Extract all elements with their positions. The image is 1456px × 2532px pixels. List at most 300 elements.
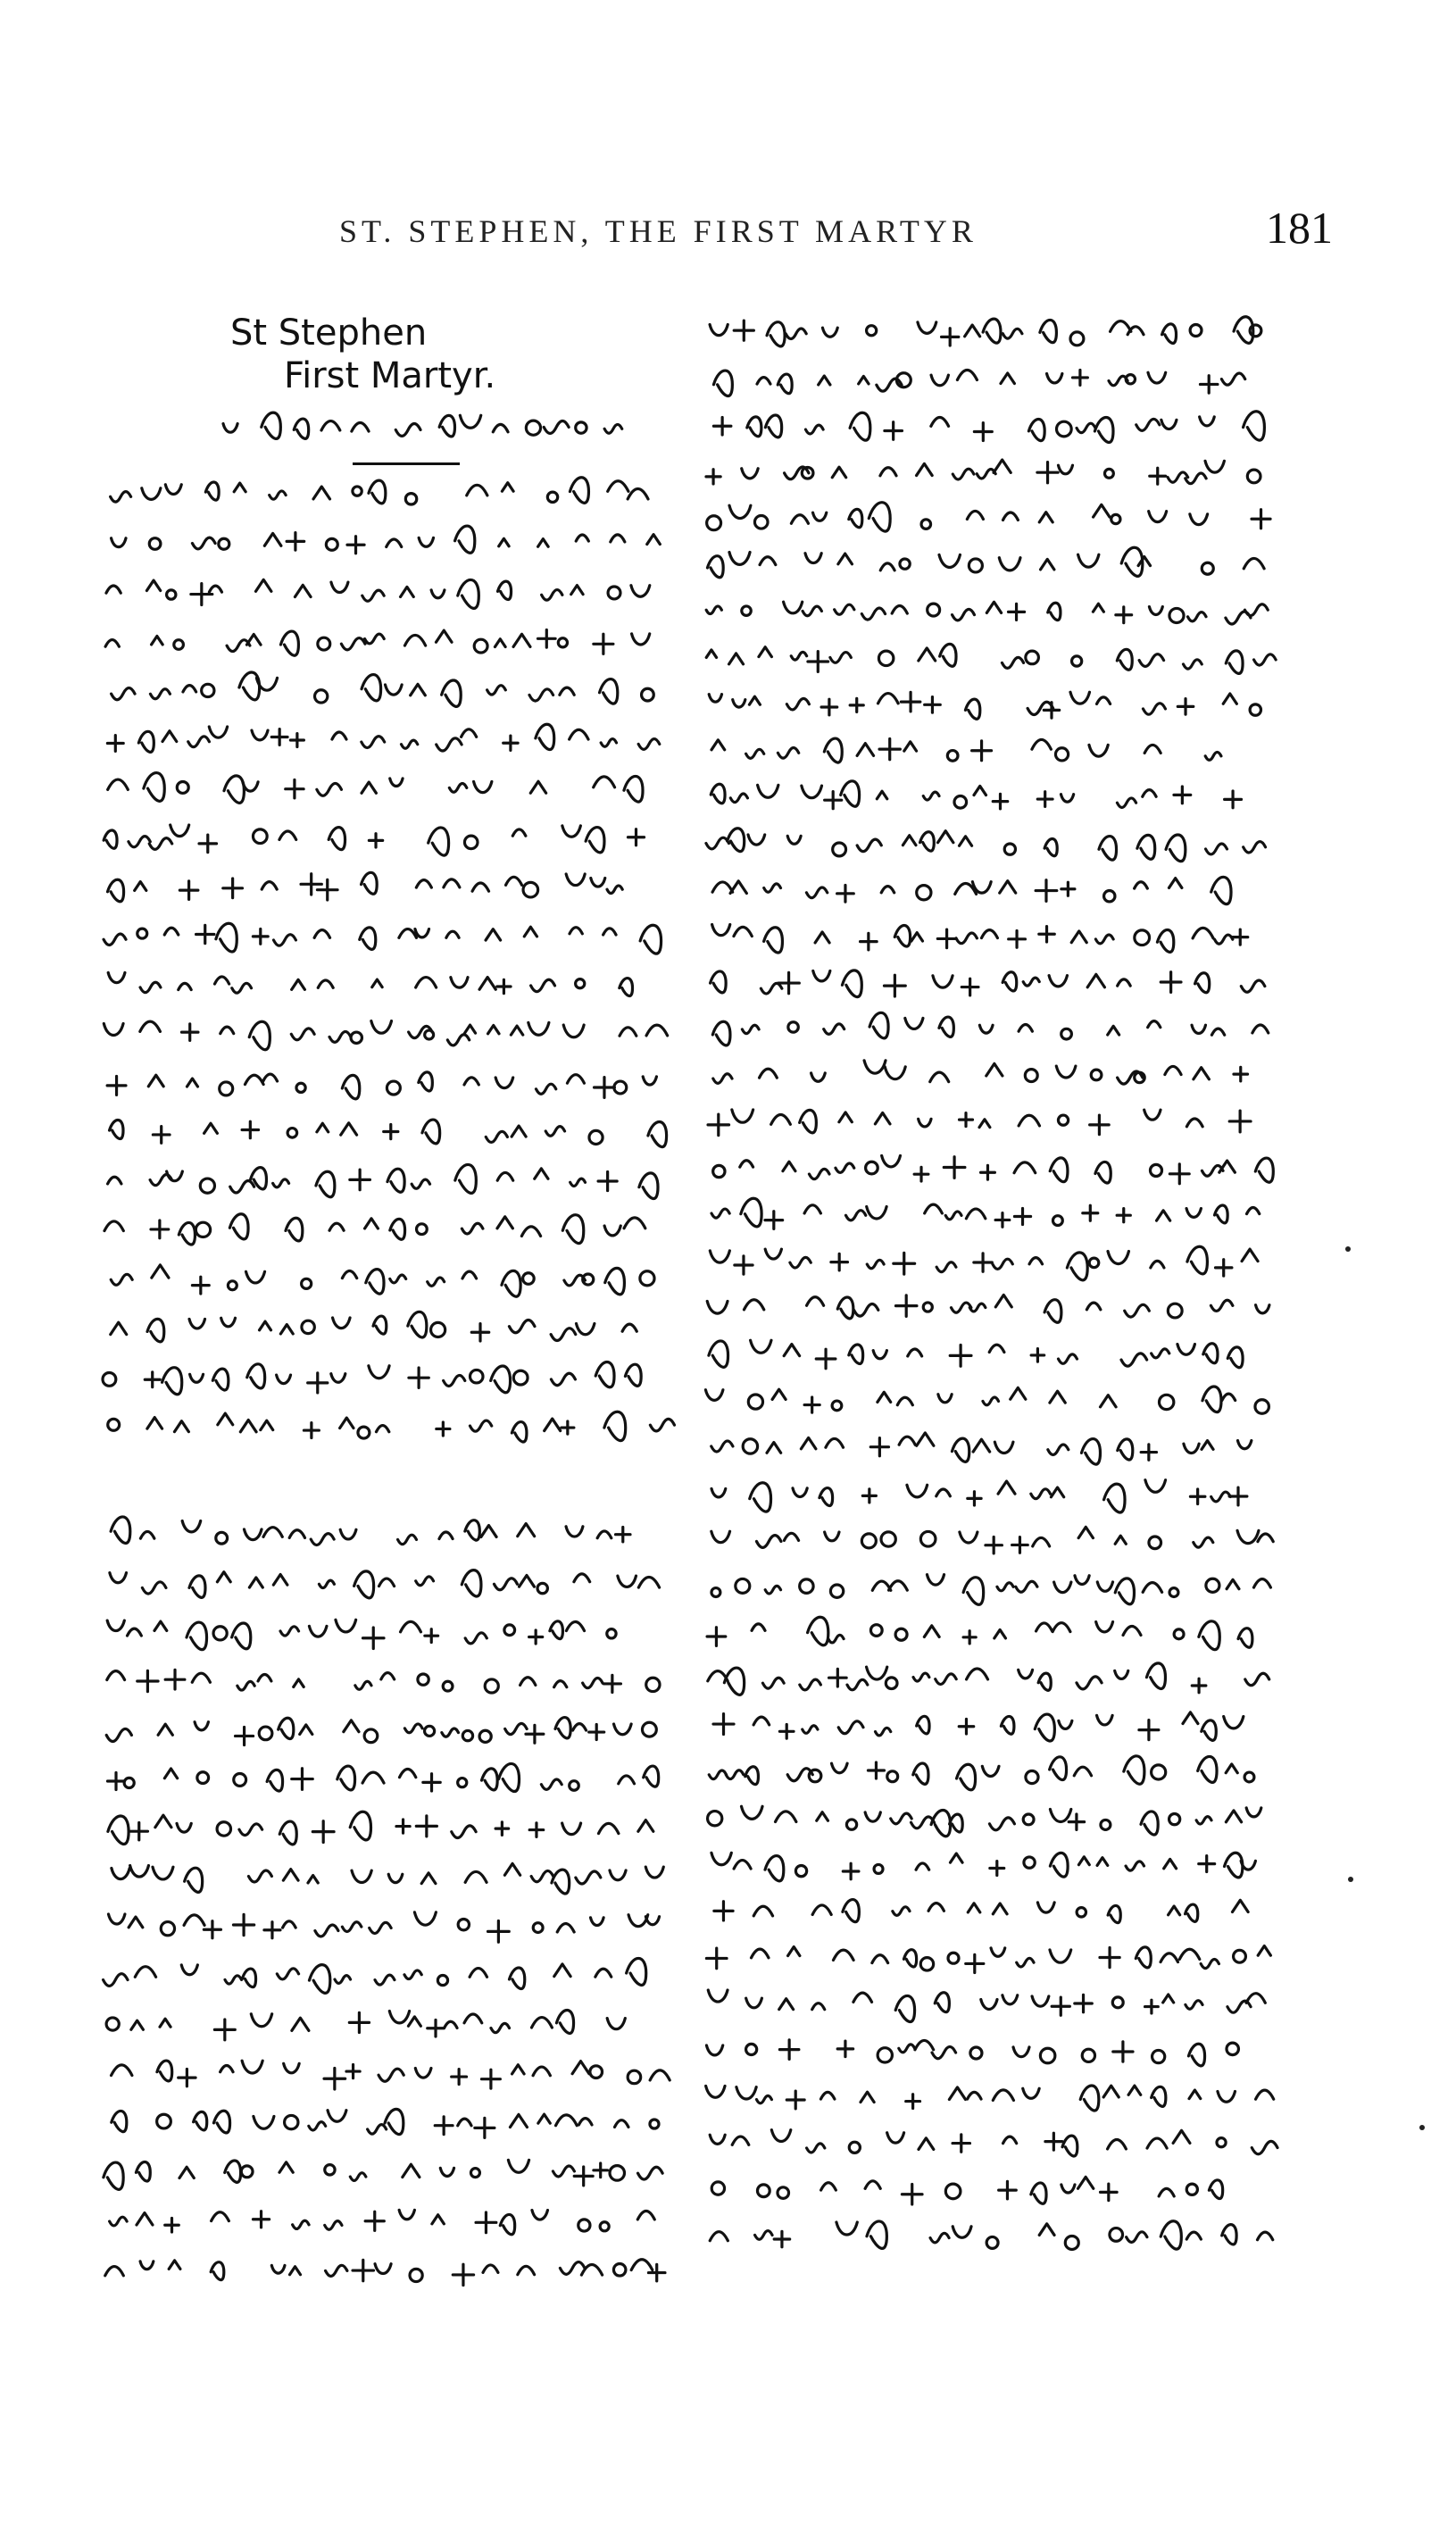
shorthand-stroke: [1242, 1249, 1258, 1261]
shorthand-stroke: [1256, 2090, 1274, 2099]
shorthand-stroke: [562, 826, 581, 837]
shorthand-stroke: [1246, 1808, 1261, 1817]
shorthand-stroke: [806, 887, 827, 898]
shorthand-stroke: [919, 1119, 931, 1127]
shorthand-stroke: [869, 503, 890, 531]
shorthand-stroke: [112, 2065, 132, 2076]
shorthand-stroke: [911, 933, 923, 941]
shorthand-stroke: [213, 1627, 227, 1640]
shorthand-stroke: [1169, 608, 1184, 622]
shorthand-stroke: [839, 1112, 852, 1122]
shorthand-stroke: [279, 831, 296, 839]
shorthand-stroke: [1241, 980, 1265, 992]
shorthand-stroke: [953, 609, 975, 620]
shorthand-stroke: [881, 887, 894, 893]
shorthand-stroke: [1037, 1903, 1054, 1912]
shorthand-stroke: [1069, 1814, 1084, 1829]
shorthand-stroke: [1059, 465, 1073, 474]
shorthand-stroke: [315, 690, 328, 703]
shorthand-stroke: [1150, 468, 1166, 484]
shorthand-stroke: [1101, 2184, 1118, 2201]
shorthand-stroke: [369, 1366, 389, 1378]
shorthand-stroke: [1078, 1857, 1089, 1865]
shorthand-stroke: [502, 483, 513, 492]
shorthand-stroke: [458, 1919, 469, 1929]
shorthand-stroke: [708, 1812, 722, 1826]
shorthand-stroke: [1038, 1673, 1051, 1690]
shorthand-stroke: [861, 608, 885, 620]
shorthand-stroke: [1222, 1394, 1236, 1400]
shorthand-stroke: [1104, 469, 1113, 478]
shorthand-stroke: [324, 2068, 345, 2089]
shorthand-stroke: [418, 1674, 428, 1685]
shorthand-stroke: [1094, 504, 1110, 517]
shorthand-stroke: [504, 1863, 520, 1875]
shorthand-stroke: [1016, 1581, 1037, 1592]
shorthand-stroke: [712, 925, 730, 936]
shorthand-stroke: [841, 781, 860, 806]
shorthand-stroke: [706, 606, 721, 614]
shorthand-stroke: [1061, 1029, 1072, 1039]
shorthand-stroke: [574, 1574, 590, 1582]
shorthand-stroke: [859, 376, 869, 383]
shorthand-stroke: [1152, 1765, 1166, 1779]
shorthand-stroke: [248, 1870, 271, 1882]
shorthand-stroke: [1211, 1492, 1231, 1502]
shorthand-stroke: [595, 1362, 614, 1387]
shorthand-stroke: [240, 1420, 256, 1431]
shorthand-stroke: [372, 979, 382, 987]
shorthand-stroke: [622, 1324, 636, 1331]
shorthand-stroke: [1192, 1678, 1206, 1693]
shorthand-stroke: [108, 779, 129, 789]
shorthand-stroke: [291, 1029, 314, 1040]
shorthand-stroke: [953, 469, 974, 479]
shorthand-stroke: [179, 881, 197, 899]
shorthand-stroke: [577, 1324, 595, 1335]
shorthand-stroke: [916, 1863, 929, 1870]
shorthand-stroke: [556, 2010, 573, 2033]
shorthand-stroke: [1227, 1347, 1243, 1368]
shorthand-stroke: [757, 378, 770, 384]
shorthand-stroke: [487, 686, 506, 695]
shorthand-stroke: [234, 483, 245, 492]
shorthand-stroke: [784, 602, 803, 613]
shorthand-stroke: [462, 729, 477, 737]
shorthand-stroke: [837, 2041, 853, 2056]
shorthand-stroke: [835, 604, 854, 614]
shorthand-stroke: [960, 837, 972, 846]
shorthand-stroke: [296, 1083, 305, 1092]
shorthand-stroke: [790, 1257, 811, 1268]
shorthand-stroke: [875, 1112, 890, 1123]
shorthand-stroke: [112, 2111, 127, 2131]
shorthand-stroke: [894, 1253, 915, 1274]
shorthand-stroke: [771, 2130, 790, 2142]
shorthand-stroke: [255, 579, 270, 591]
shorthand-stroke: [425, 1629, 438, 1643]
shorthand-stroke: [809, 1770, 821, 1782]
shorthand-stroke: [709, 695, 721, 703]
shorthand-stroke: [387, 1169, 404, 1192]
shorthand-stroke: [1179, 1949, 1199, 1959]
shorthand-stroke: [412, 1179, 429, 1188]
shorthand-stroke: [1169, 1814, 1180, 1825]
shorthand-stroke: [1143, 704, 1165, 714]
shorthand-stroke: [290, 2267, 301, 2275]
shorthand-stroke: [1161, 2221, 1181, 2249]
shorthand-stroke: [931, 418, 949, 427]
shorthand-stroke: [1017, 1958, 1034, 1967]
shorthand-stroke: [1023, 1814, 1034, 1825]
shorthand-stroke: [638, 739, 660, 750]
shorthand-stroke: [741, 1198, 761, 1227]
shorthand-stroke: [521, 1227, 540, 1237]
shorthand-stroke: [594, 777, 615, 787]
shorthand-stroke: [294, 419, 308, 438]
shorthand-stroke: [409, 1368, 428, 1387]
shorthand-stroke: [578, 2220, 590, 2231]
shorthand-stroke: [877, 791, 886, 799]
shorthand-stroke: [437, 1422, 450, 1436]
shorthand-stroke: [411, 684, 426, 695]
shorthand-stroke: [239, 1824, 262, 1836]
shorthand-stroke: [1052, 1216, 1062, 1226]
shorthand-stroke: [462, 1223, 483, 1234]
shorthand-stroke: [174, 1421, 188, 1432]
shorthand-stroke: [1149, 512, 1167, 522]
shorthand-stroke: [601, 739, 616, 747]
shorthand-stroke: [1229, 1111, 1251, 1132]
shorthand-stroke: [878, 2048, 892, 2062]
shorthand-stroke: [1052, 1623, 1070, 1632]
shorthand-stroke: [1003, 1995, 1018, 2004]
shorthand-stroke: [1177, 1345, 1194, 1355]
shorthand-stroke: [570, 729, 588, 739]
shorthand-stroke: [979, 1025, 993, 1033]
shorthand-stroke: [404, 1724, 422, 1733]
shorthand-stroke: [495, 639, 505, 647]
shorthand-stroke: [526, 421, 540, 435]
shorthand-stroke: [576, 535, 588, 541]
shorthand-stroke: [218, 1413, 233, 1425]
shorthand-stroke: [813, 970, 830, 980]
shorthand-stroke: [1051, 1487, 1063, 1497]
shorthand-stroke: [152, 1265, 169, 1278]
shorthand-stroke: [545, 1419, 561, 1430]
shorthand-stroke: [710, 2135, 725, 2144]
shorthand-stroke: [1202, 1387, 1221, 1412]
shorthand-stroke: [352, 1870, 371, 1882]
shorthand-stroke: [553, 2166, 574, 2177]
shorthand-stroke: [900, 559, 910, 569]
shorthand-stroke: [842, 970, 861, 997]
shorthand-stroke: [644, 1766, 659, 1787]
shorthand-stroke: [104, 1221, 123, 1231]
shorthand-stroke: [989, 1345, 1004, 1352]
shorthand-stroke: [107, 1671, 125, 1680]
shorthand-stroke: [535, 1169, 548, 1179]
shorthand-stroke: [868, 1762, 884, 1778]
shorthand-stroke: [442, 680, 462, 706]
shorthand-stroke: [598, 1823, 618, 1833]
shorthand-stroke: [628, 2070, 641, 2084]
shorthand-stroke: [304, 1423, 319, 1438]
shorthand-stroke: [243, 782, 258, 791]
shorthand-stroke: [730, 881, 746, 894]
shorthand-stroke: [713, 1714, 734, 1735]
shorthand-stroke: [745, 1767, 759, 1785]
shorthand-stroke: [373, 1316, 387, 1334]
shorthand-stroke: [610, 2166, 624, 2180]
shorthand-stroke: [1009, 604, 1025, 620]
shorthand-stroke: [1089, 1258, 1099, 1268]
shorthand-stroke: [1190, 1489, 1204, 1503]
shorthand-stroke: [843, 1900, 859, 1922]
shorthand-stroke: [1028, 702, 1053, 714]
shorthand-stroke: [640, 925, 661, 954]
shorthand-stroke: [365, 634, 385, 644]
shorthand-stroke: [1050, 1950, 1071, 1962]
shorthand-stroke: [925, 1204, 943, 1213]
shorthand-stroke: [309, 2122, 326, 2130]
shorthand-stroke: [895, 1995, 914, 2021]
shorthand-stroke: [560, 2262, 585, 2275]
shorthand-stroke: [732, 1110, 753, 1122]
shorthand-stroke: [371, 1021, 392, 1034]
shorthand-stroke: [867, 326, 877, 336]
shorthand-stroke: [1138, 557, 1150, 566]
shorthand-stroke: [1193, 928, 1213, 937]
shorthand-stroke: [1233, 1900, 1249, 1911]
shorthand-stroke: [816, 1349, 836, 1369]
shorthand-stroke: [1056, 1066, 1076, 1078]
shorthand-stroke: [530, 781, 545, 793]
shorthand-stroke: [1226, 651, 1243, 674]
shorthand-stroke: [624, 776, 643, 802]
shorthand-stroke: [181, 1965, 197, 1975]
shorthand-stroke: [729, 505, 751, 518]
shorthand-stroke: [925, 697, 941, 713]
shorthand-stroke: [200, 1179, 214, 1193]
shorthand-stroke: [504, 1625, 515, 1636]
shorthand-stroke: [603, 929, 616, 935]
shorthand-stroke: [104, 1023, 123, 1035]
shorthand-stroke: [589, 1725, 604, 1740]
shorthand-stroke: [321, 421, 340, 430]
shorthand-stroke: [771, 1114, 791, 1124]
shorthand-stroke: [309, 1965, 329, 1994]
shorthand-stroke: [923, 792, 939, 800]
shorthand-stroke: [957, 370, 977, 379]
shorthand-stroke: [162, 1368, 182, 1395]
shorthand-stroke: [443, 1681, 453, 1691]
shorthand-stroke: [191, 584, 212, 605]
shorthand-stroke: [179, 1222, 195, 1245]
shorthand-stroke: [732, 2136, 749, 2145]
shorthand-stroke: [508, 2160, 528, 2172]
shorthand-stroke: [290, 734, 304, 747]
shorthand-stroke: [783, 1162, 795, 1170]
shorthand-stroke: [1024, 1857, 1035, 1868]
shorthand-stroke: [591, 1918, 604, 1926]
shorthand-stroke: [1110, 2228, 1123, 2242]
shorthand-stroke: [165, 2219, 179, 2233]
shorthand-stroke: [364, 1729, 378, 1743]
shorthand-stroke: [624, 1218, 645, 1229]
shorthand-stroke: [1039, 512, 1052, 522]
shorthand-stroke: [1194, 1537, 1213, 1547]
shorthand-stroke: [1250, 325, 1261, 337]
shorthand-stroke: [945, 2184, 961, 2199]
shorthand-stroke: [713, 1165, 725, 1177]
shorthand-stroke: [570, 1179, 586, 1186]
shorthand-stroke: [1039, 2224, 1054, 2236]
shorthand-stroke: [627, 1958, 646, 1985]
shorthand-stroke: [560, 687, 574, 695]
shorthand-stroke: [1246, 1994, 1265, 2003]
shorthand-stroke: [903, 836, 916, 845]
shorthand-stroke: [866, 1162, 878, 1174]
shorthand-stroke: [1139, 1720, 1159, 1740]
shorthand-stroke: [214, 2020, 235, 2040]
shorthand-stroke: [920, 832, 935, 851]
shorthand-stroke: [974, 1254, 992, 1271]
shorthand-stroke: [1097, 697, 1111, 704]
shorthand-stroke: [362, 737, 385, 748]
shorthand-stroke: [151, 1220, 169, 1238]
shorthand-stroke: [1161, 420, 1177, 429]
shorthand-stroke: [224, 776, 244, 803]
shorthand-stroke: [750, 1483, 771, 1512]
shorthand-stroke: [1187, 1246, 1207, 1274]
shorthand-stroke: [562, 1421, 574, 1434]
shorthand-stroke: [365, 2211, 384, 2230]
shorthand-stroke: [857, 744, 873, 756]
shorthand-stroke: [398, 1535, 417, 1544]
shorthand-stroke: [472, 883, 488, 891]
shorthand-stroke: [340, 1418, 354, 1428]
shorthand-stroke: [142, 1582, 166, 1594]
shorthand-stroke: [538, 2114, 550, 2123]
shorthand-stroke: [313, 487, 329, 499]
shorthand-stroke: [328, 2111, 346, 2122]
shorthand-stroke: [891, 1813, 912, 1824]
shorthand-stroke: [187, 1622, 207, 1650]
shorthand-stroke: [970, 2047, 982, 2059]
shorthand-stroke: [1050, 1757, 1067, 1780]
handwritten-title-line1: St Stephen: [230, 312, 428, 354]
shorthand-stroke: [140, 2261, 154, 2270]
shorthand-stroke: [529, 1630, 543, 1644]
shorthand-stroke: [1111, 321, 1131, 332]
shorthand-stroke: [502, 1270, 520, 1296]
shorthand-stroke: [736, 1578, 750, 1593]
shorthand-stroke: [458, 1778, 467, 1787]
shorthand-stroke: [1233, 929, 1248, 945]
shorthand-stroke: [949, 2087, 965, 2100]
shorthand-stroke: [867, 1260, 884, 1268]
shorthand-stroke: [244, 1529, 262, 1540]
shorthand-stroke: [800, 1679, 821, 1690]
shorthand-stroke: [140, 982, 161, 992]
shorthand-stroke: [316, 1171, 335, 1196]
shorthand-stroke: [107, 736, 123, 752]
shorthand-stroke: [428, 1278, 445, 1286]
shorthand-stroke: [1059, 1354, 1077, 1363]
shorthand-stroke: [650, 1419, 674, 1431]
shorthand-stroke: [993, 794, 1007, 808]
shorthand-stroke: [778, 972, 799, 993]
shorthand-stroke: [1039, 927, 1054, 942]
shorthand-stroke: [713, 371, 732, 396]
shorthand-stroke: [986, 1063, 1003, 1076]
shorthand-stroke: [595, 1078, 615, 1098]
shorthand-stroke: [259, 1727, 272, 1740]
shorthand-stroke: [726, 1770, 744, 1779]
shorthand-stroke: [419, 537, 433, 546]
shorthand-stroke: [865, 2181, 880, 2189]
shorthand-stroke: [586, 828, 604, 853]
shorthand-stroke: [1108, 1905, 1120, 1922]
shorthand-stroke: [734, 1861, 751, 1870]
shorthand-stroke: [1100, 1947, 1119, 1967]
shorthand-stroke: [283, 1870, 298, 1881]
shorthand-stroke: [1198, 1756, 1217, 1782]
shorthand-stroke: [645, 1867, 663, 1878]
shorthand-stroke: [878, 694, 899, 704]
shorthand-stroke: [474, 781, 492, 792]
shorthand-stroke: [710, 325, 728, 336]
shorthand-stroke: [465, 1633, 487, 1644]
shorthand-stroke: [1143, 1583, 1161, 1593]
shorthand-stroke: [362, 872, 378, 894]
shorthand-stroke: [942, 329, 959, 346]
shorthand-stroke: [611, 535, 625, 542]
shorthand-stroke: [142, 488, 161, 500]
shorthand-stroke: [497, 1217, 512, 1229]
shorthand-stroke: [1247, 470, 1260, 483]
shorthand-stroke: [614, 1724, 632, 1735]
shorthand-stroke: [751, 1340, 771, 1353]
shorthand-stroke: [1258, 1946, 1270, 1956]
shorthand-stroke: [183, 686, 196, 692]
shorthand-stroke: [465, 1871, 487, 1882]
shorthand-stroke: [895, 1628, 907, 1640]
shorthand-stroke: [1169, 1164, 1189, 1184]
shorthand-stroke: [104, 2162, 123, 2189]
shorthand-stroke: [948, 1953, 959, 1963]
shorthand-stroke: [825, 1532, 839, 1541]
shorthand-stroke: [247, 1364, 265, 1388]
shorthand-stroke: [350, 1812, 370, 1840]
shorthand-stroke: [162, 731, 177, 742]
shorthand-stroke: [832, 1763, 848, 1773]
shorthand-stroke: [974, 786, 986, 795]
shorthand-stroke: [262, 412, 281, 438]
shorthand-stroke: [336, 1620, 356, 1632]
shorthand-stroke: [885, 422, 903, 440]
shorthand-stroke: [1123, 1627, 1141, 1636]
shorthand-stroke: [225, 1976, 242, 1984]
shorthand-stroke: [901, 692, 919, 711]
shorthand-stroke: [881, 1532, 895, 1546]
shorthand-stroke: [1083, 1205, 1098, 1220]
shorthand-stroke: [1009, 930, 1026, 947]
shorthand-stroke: [295, 585, 311, 596]
shorthand-stroke: [993, 1903, 1007, 1914]
shorthand-stroke: [578, 2119, 592, 2125]
